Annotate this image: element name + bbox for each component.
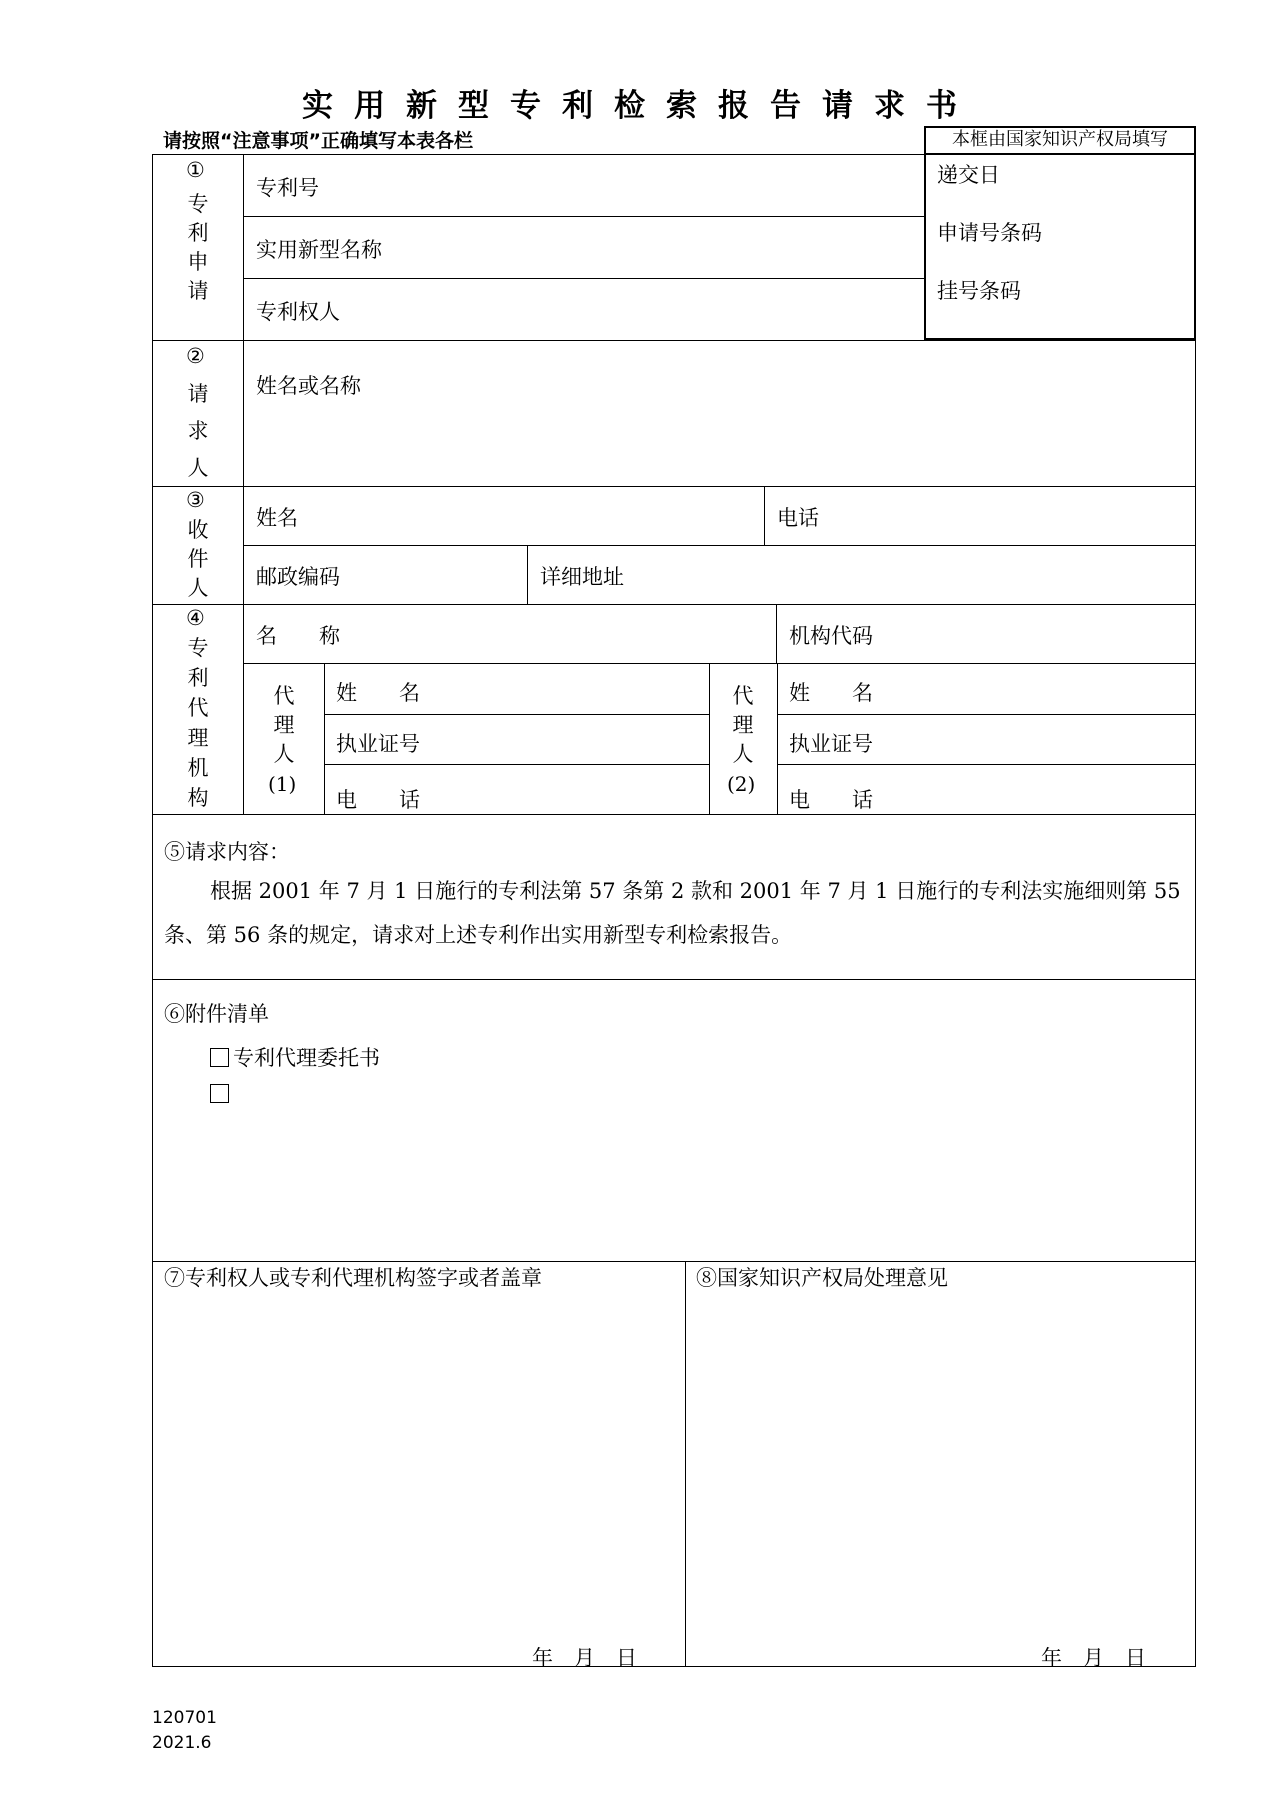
attachment-item-2[interactable] — [210, 1082, 233, 1106]
submission-date-label: 递交日 — [937, 163, 1000, 187]
agent1-name-label: 姓 名 — [336, 681, 420, 705]
request-content-heading: ⑤请求内容： — [164, 840, 290, 864]
s4-line-1 — [243, 663, 1196, 664]
requester-name-label: 姓名或名称 — [256, 374, 361, 398]
agency-name-label: 名 称 — [256, 624, 340, 648]
s4-line-3a — [324, 764, 709, 765]
s4-agent-mid-divider — [709, 663, 710, 814]
office-use-header: 本框由国家知识产权局填写 — [924, 126, 1196, 155]
section1-number: ① — [186, 158, 205, 182]
section1-label: 专 利 申 请 — [187, 192, 209, 303]
form-version: 2021.6 — [152, 1733, 212, 1753]
request-content-body: 根据 2001 年 7 月 1 日施行的专利法第 57 条第 2 款和 2001 年 7 月 1 日施行的专利法实施细则第 55 条、第 56 条的规定，请求对上述专利作出实用新型专利检索报告。 — [164, 879, 1181, 947]
s4-bottom-line — [152, 814, 1196, 815]
s3-address-divider — [527, 545, 528, 604]
s3-bottom-line — [152, 604, 1196, 605]
s4-line-2b — [777, 714, 1196, 715]
section3-number: ③ — [186, 488, 205, 512]
agent1-phone-label: 电 话 — [336, 788, 420, 812]
s3-mid-line — [243, 545, 1196, 546]
section2-number: ② — [186, 344, 205, 368]
s4-org-code-divider — [776, 604, 777, 663]
agent1-number: (1) — [268, 772, 297, 796]
instruction-text: 请按照“注意事项”正确填写本表各栏 — [163, 130, 473, 152]
cnipa-opinion-date: 年 月 日 — [1041, 1646, 1146, 1670]
s4-line-2a — [324, 714, 709, 715]
agent2-phone-label: 电 话 — [789, 788, 873, 812]
signature-date: 年 月 日 — [532, 1646, 637, 1670]
frame-left — [152, 154, 153, 1666]
form-code: 120701 — [152, 1708, 217, 1728]
s4-line-3b — [777, 764, 1196, 765]
postal-code-label: 邮政编码 — [256, 565, 340, 589]
section4-number: ④ — [186, 606, 205, 630]
attachments-heading: ⑥附件清单 — [164, 1002, 269, 1026]
org-code-label: 机构代码 — [789, 624, 873, 648]
page-title: 实用新型专利检索报告请求书 — [302, 88, 978, 124]
agent1-license-label: 执业证号 — [336, 732, 420, 756]
s78-divider — [685, 1261, 686, 1666]
attachment-item-1-label: 专利代理委托书 — [233, 1046, 380, 1070]
s4-agent1-divider — [324, 663, 325, 814]
s4-agent2-divider — [777, 663, 778, 814]
agent2-license-label: 执业证号 — [789, 732, 873, 756]
patent-number-label: 专利号 — [256, 176, 319, 200]
s1-bottom-line — [152, 340, 1196, 341]
frame-top — [152, 154, 924, 155]
s2-bottom-line — [152, 486, 1196, 487]
label-column-divider — [243, 154, 244, 814]
recipient-phone-label: 电话 — [777, 506, 819, 530]
s1-row-line-2 — [243, 278, 924, 279]
agent2-label: 代 理 人 — [732, 684, 754, 766]
frame-right — [1195, 340, 1196, 1666]
registered-barcode-label: 挂号条码 — [937, 279, 1021, 303]
agent2-number: (2) — [727, 772, 756, 796]
s1-row-line-1 — [243, 216, 924, 217]
detailed-address-label: 详细地址 — [540, 565, 624, 589]
patentee-label: 专利权人 — [256, 300, 340, 324]
signature-heading: ⑦专利权人或专利代理机构签字或者盖章 — [164, 1266, 542, 1290]
frame-bottom — [152, 1666, 1196, 1667]
attachment-item-1[interactable] — [210, 1042, 380, 1072]
utility-model-name-label: 实用新型名称 — [256, 238, 382, 262]
cnipa-opinion-heading: ⑧国家知识产权局处理意见 — [696, 1266, 948, 1290]
section3-label: 收 件 人 — [187, 518, 209, 600]
section4-label: 专 利 代 理 机 构 — [187, 636, 209, 810]
application-barcode-label: 申请号条码 — [937, 221, 1042, 245]
attachment-checkbox-1[interactable] — [210, 1048, 229, 1067]
section2-label: 请 求 人 — [187, 382, 209, 480]
recipient-name-label: 姓名 — [256, 506, 298, 530]
agent1-label: 代 理 人 — [273, 684, 295, 766]
agent2-name-label: 姓 名 — [789, 681, 873, 705]
s5-bottom-line — [152, 979, 1196, 980]
s3-phone-divider — [764, 486, 765, 545]
attachment-checkbox-2[interactable] — [210, 1084, 229, 1103]
